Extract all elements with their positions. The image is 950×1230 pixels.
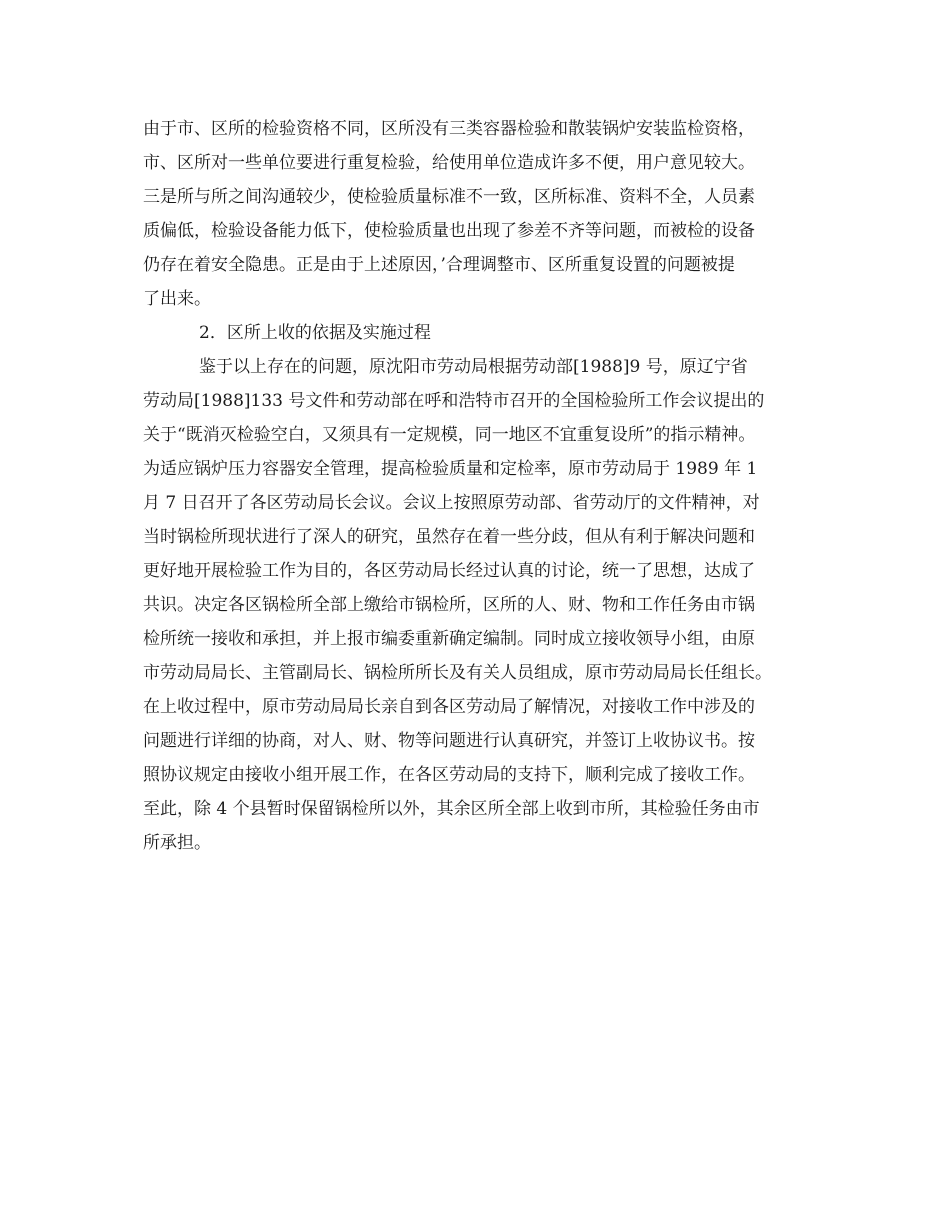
text-line: 在上收过程中，原市劳动局局长亲自到各区劳动局了解情况，对接收工作中涉及的: [143, 697, 755, 717]
text-line: 由于市、区所的检验资格不同，区所没有三类容器检验和散装锅炉安装监检资格，: [143, 119, 755, 139]
section-heading: 2．区所上收的依据及实施过程: [199, 323, 431, 343]
document-body: [143, 112, 833, 860]
text-line: 更好地开展检验工作为目的，各区劳动局长经过认真的讨论，统一了思想，达成了: [143, 561, 755, 581]
text-line: 为适应锅炉压力容器安全管理，提高检验质量和定检率，原市劳动局于 1989 年 1: [143, 459, 758, 479]
text-line: 鉴于以上存在的问题，原沈阳市劳动局根据劳动部[1988]9 号，原辽宁省: [199, 357, 748, 377]
paragraph-1: [143, 112, 833, 316]
text-line: 当时锅检所现状进行了深人的研究，虽然存在着一些分歧，但从有利于解决问题和: [143, 527, 755, 547]
text-line: 至此，除 4 个县暂时保留锅检所以外，其余区所全部上收到市所，其检验任务由市: [143, 799, 760, 819]
text-line: 月 7 日召开了各区劳动局长会议。会议上按照原劳动部、省劳动厅的文件精神，对: [143, 493, 760, 513]
text-line: 关于“既消灭检验空白，又须具有一定规模，同一地区不宜重复设所”的指示精神。: [143, 425, 756, 445]
text-line: 仍存在着安全隐患。正是由于上述原因，’合理调整市、区所重复设置的问题被提: [143, 255, 735, 275]
text-line: 问题进行详细的协商，对人、财、物等问题进行认真研究，并签订上收协议书。按: [143, 731, 755, 751]
text-line: 质偏低，检验设备能力低下，使检验质量也出现了参差不齐等问题，而被检的设备: [143, 221, 755, 241]
text-line: 检所统一接收和承担，并上报市编委重新确定编制。同时成立接收领导小组，由原: [143, 629, 755, 649]
text-line: 照协议规定由接收小组开展工作，在各区劳动局的支持下，顺利完成了接收工作。: [143, 765, 755, 785]
text-line: 市劳动局局长、主管副局长、锅检所所长及有关人员组成，原市劳动局局长任组长。: [143, 663, 772, 683]
text-line: 劳动局[1988]133 号文件和劳动部在呼和浩特市召开的全国检验所工作会议提出的: [143, 391, 765, 411]
text-line: 共识。决定各区锅检所全部上缴给市锅检所，区所的人、财、物和工作任务由市锅: [143, 595, 755, 615]
text-line: 了出来。: [143, 289, 211, 309]
text-line: 所承担。: [143, 833, 211, 853]
text-line: 三是所与所之间沟通较少，使检验质量标准不一致，区所标准、资料不全，人员素: [143, 187, 755, 207]
text-line: 市、区所对一些单位要进行重复检验，给使用单位造成许多不便，用户意见较大。: [143, 153, 755, 173]
paragraph-2: [143, 350, 833, 860]
